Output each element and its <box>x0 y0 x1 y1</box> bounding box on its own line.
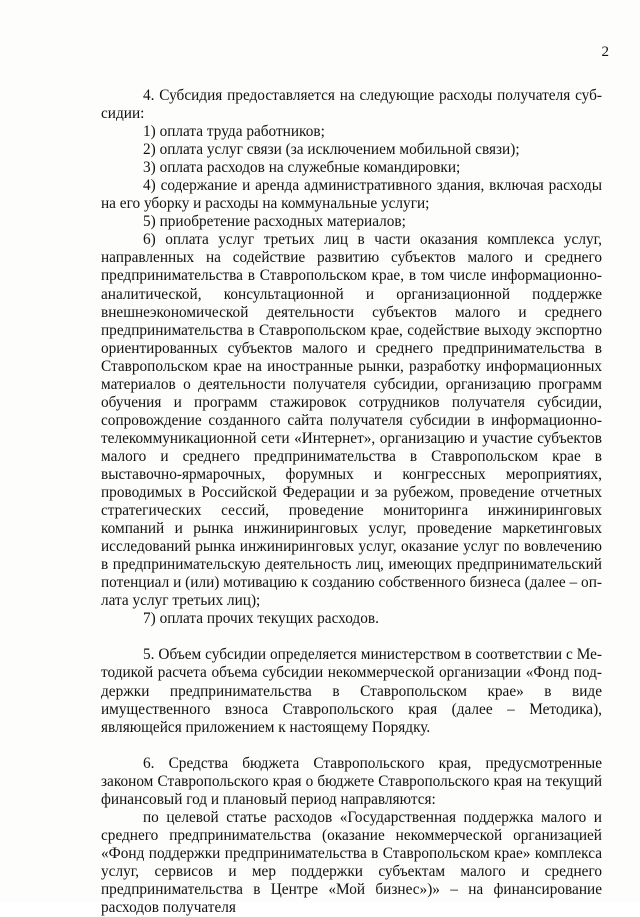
paragraph-5: 5. Объем субсидии определяется министерством в соответствии с Методикой расчета объема субсидии некоммерческой организации «Фонд поддержки предпринимательства в Ставропольском крае» в виде имущественного взноса Ставропольского края (далее – Методика), являющейся приложением к настоящему Порядку. <box>101 646 602 736</box>
list-item-6: 6) оплата услуг третьих лиц в части оказания комплекса услуг, направленных на содействие развитию субъектов малого и среднего предпринимательства в Ставропольском крае, в том числе информационно-аналитической, консультационной и организационной поддержке внешнеэкономической деятельности субъектов малого и среднего предпринимательства в Ставропольском крае, содействие выходу экспортно ориентированных субъектов малого и среднего предпринимательства в Ставропольском крае на иностранные рынки, разработку информационных материалов о деятельности получателя субсидии, организацию программ обучения и программ стажировок сотрудников получателя субсидии, сопровождение созданного сайта получателя субсидии в информационно-телекоммуникационной сети «Интернет», организацию и участие субъектов малого и среднего предпринимательства в Ставропольском крае в выставочно-ярмарочных, форумных и конгрессных мероприятиях, проводимых в Российской Федерации и за рубежом, проведение отчетных стратегических сессий, проведение мониторинга инжиниринговых компаний и рынка инжиниринговых услуг, проведение маркетинговых исследований рынка инжиниринговых услуг, оказание услуг по вовлечению в предпринимательскую деятельность лиц, имеющих предпринимательский потенциал и (или) мотивацию к созданию собственного бизнеса (далее – оплата услуг третьих лиц); <box>101 231 602 610</box>
list-item-4: 4) содержание и аренда административного здания, включая расходы на его уборку и расходы на коммунальные услуги; <box>101 177 602 213</box>
page-number: 2 <box>601 44 609 60</box>
list-item-2: 2) оплата услуг связи (за исключением мобильной связи); <box>143 141 520 159</box>
paragraph-4-intro: 4. Субсидия предоставляется на следующие расходы получателя субсидии: <box>101 87 602 123</box>
list-item-5: 5) приобретение расходных материалов; <box>143 213 406 231</box>
paragraph-6-continuation: по целевой статье расходов «Государственная поддержка малого и среднего предпринимательства (оказание некоммерческой организацией «Фонд поддержки предпринимательства в Ставропольском крае» комплекса услуг, сервисов и мер поддержки субъектам малого и среднего предпринимательства в Центре «Мой бизнес»)» – на финансирование расходов получателя <box>101 808 602 917</box>
list-item-3: 3) оплата расходов на служебные командировки; <box>143 159 461 177</box>
list-item-1: 1) оплата труда работников; <box>143 123 325 141</box>
document-body <box>101 87 602 917</box>
paragraph-6: 6. Средства бюджета Ставропольского края, предусмотренные законом Ставропольского края о бюджете Ставропольского края на текущий финансовый год и плановый период направляются: <box>101 754 602 808</box>
list-item-7: 7) оплата прочих текущих расходов. <box>143 610 379 628</box>
